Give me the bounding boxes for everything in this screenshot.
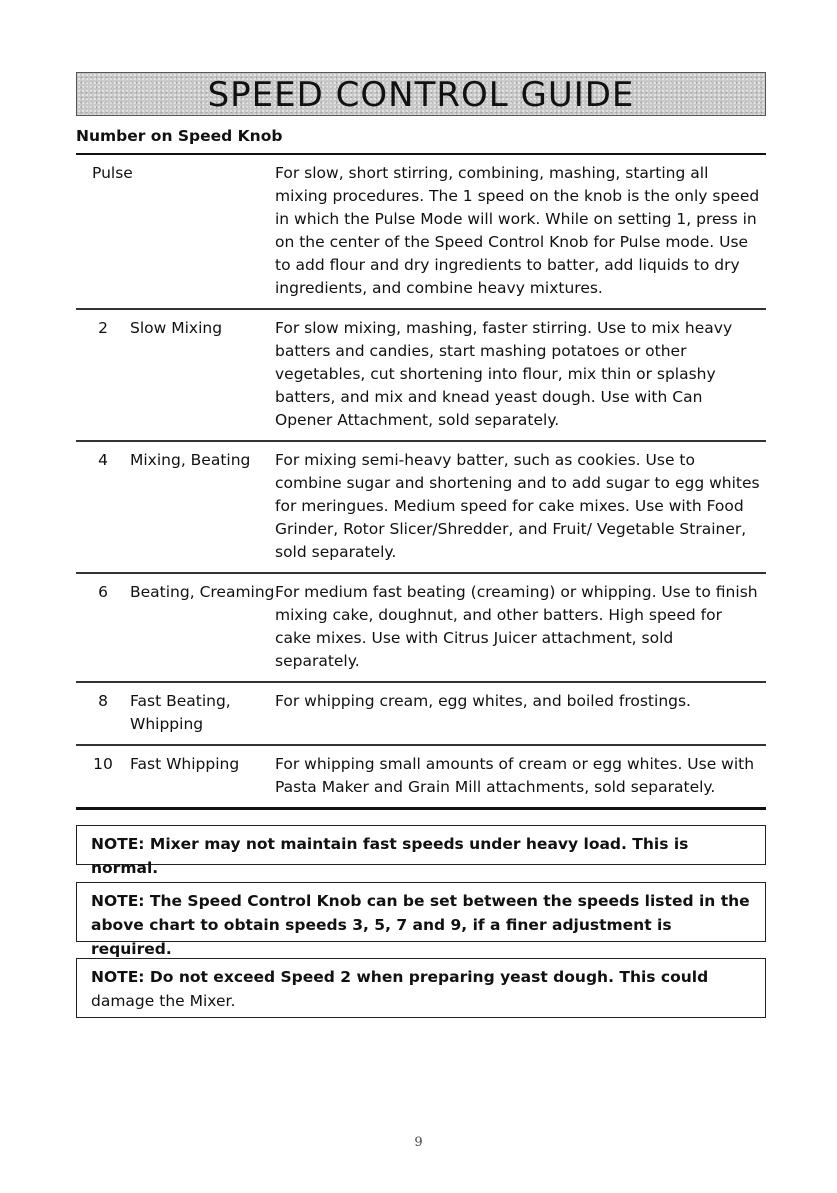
speed-name: Beating, Creaming <box>130 583 275 601</box>
speed-description: For whipping cream, egg whites, and boiled frostings. <box>275 692 691 710</box>
speed-number: 10 <box>93 755 113 773</box>
note-yeast-dough-tail: damage the Mixer. <box>91 992 236 1010</box>
speed-number: 4 <box>98 451 108 469</box>
speed-row-pulse <box>76 155 766 308</box>
note-yeast-dough <box>76 958 766 1018</box>
speed-name: Fast Whipping <box>130 755 240 773</box>
speed-row-6 <box>76 572 766 681</box>
speed-number: 6 <box>98 583 108 601</box>
speed-row-8 <box>76 681 766 744</box>
page-number: 9 <box>414 1135 423 1150</box>
speed-description: For slow mixing, mashing, faster stirring. Use to mix heavy batters and candies, start mashing potatoes or other vegetables, cut shortening into flour, mix thin or splashy batters, and mix and knead yeast dough. Use with Can Opener Attachment, sold separately. <box>275 319 733 429</box>
note-intermediate-speeds: NOTE: The Speed Control Knob can be set between the speeds listed in the above chart to obtain speeds 3, 5, 7 and 9, if a finer adjustment is required. <box>76 882 766 942</box>
speed-description: For medium fast beating (creaming) or whipping. Use to finish mixing cake, doughnut, and other batters. High speed for cake mixes. Use with Citrus Juicer attachment, sold separately. <box>275 583 758 670</box>
speed-description: For slow, short stirring, combining, mashing, starting all mixing procedures. The 1 speed on the knob is the only speed in which the Pulse Mode will work. While on setting 1, press in on the center of the Speed Control Knob for Pulse mode. Use to add flour and dry ingredients to batter, add liquids to dry ingredients, and combine heavy mixtures. <box>275 164 760 297</box>
note-yeast-dough-lead: NOTE: Do not exceed <box>91 968 276 986</box>
note-yeast-dough-middle: Speed 2 when preparing yeast dough. <box>275 968 614 986</box>
title-banner <box>76 72 766 116</box>
speed-number: 8 <box>98 692 108 710</box>
note-heavy-load: NOTE: Mixer may not maintain fast speeds under heavy load. This is normal. <box>76 825 766 865</box>
table-subheading: Number on Speed Knob <box>76 127 283 145</box>
note-yeast-dough-warning: This could <box>613 968 709 986</box>
speed-row-4 <box>76 440 766 572</box>
speed-number: 2 <box>98 319 108 337</box>
speed-description: For mixing semi-heavy batter, such as cookies. Use to combine sugar and shortening and to add sugar to egg whites for meringues. Medium speed for cake mixes. Use with Food Grinder, Rotor Slicer/Shredder, and Fruit/ Vegetable Strainer, sold separately. <box>275 451 760 561</box>
speed-name: Pulse <box>92 164 133 182</box>
speed-table <box>76 153 766 810</box>
speed-name: Fast Beating, Whipping <box>130 692 231 733</box>
speed-row-10 <box>76 744 766 807</box>
speed-name: Slow Mixing <box>130 319 223 337</box>
speed-row-2 <box>76 308 766 440</box>
speed-name: Mixing, Beating <box>130 451 251 469</box>
page-title: SPEED CONTROL GUIDE <box>207 75 635 115</box>
speed-description: For whipping small amounts of cream or egg whites. Use with Pasta Maker and Grain Mill attachments, sold separately. <box>275 755 755 796</box>
